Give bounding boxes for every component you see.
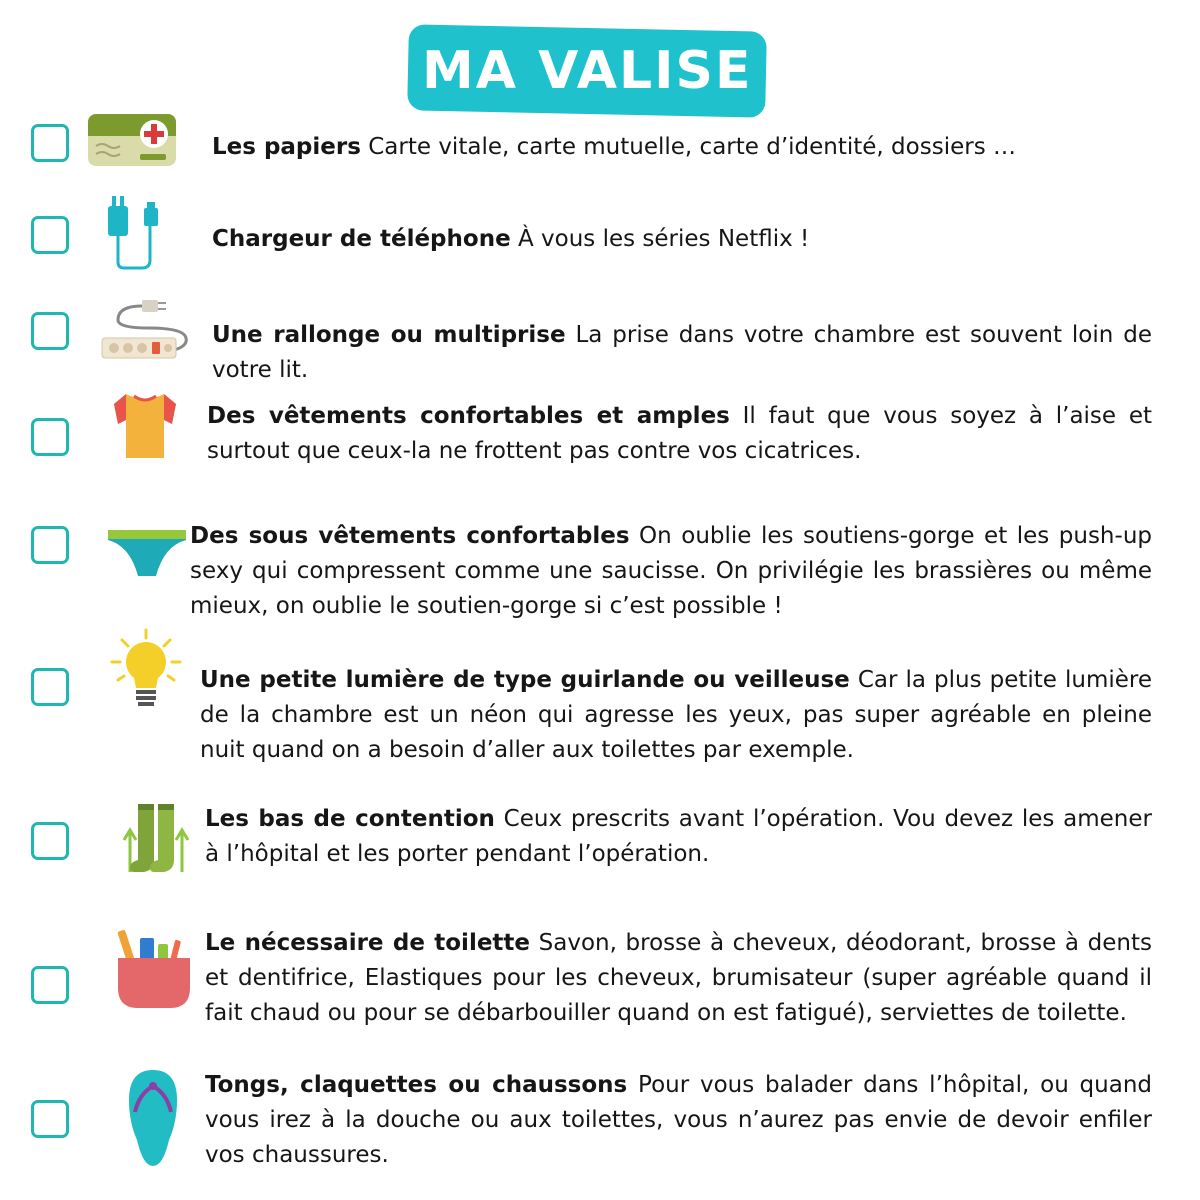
item-description: À vous les séries Netflix !	[517, 226, 810, 252]
item-label: Les papiers	[212, 134, 361, 160]
checkbox-chargeur[interactable]	[31, 216, 69, 254]
item-description: Savon, brosse à cheveux, déodorant, brosse à dents et dentifrice, Elastiques pour les cheveux, brumisateur (super agréable quand il fait chaud ou pour se débarbouiller quand on est fatigué), serviettes de toilette.	[205, 930, 1152, 1026]
checkbox-rallonge[interactable]	[31, 312, 69, 350]
item-label: Le nécessaire de toilette	[205, 930, 531, 956]
item-label: Une petite lumière de type guirlande ou veilleuse	[200, 667, 850, 693]
flip-flop-icon	[126, 1066, 180, 1170]
item-vetements	[207, 399, 1152, 469]
health-card-icon	[86, 110, 178, 170]
item-description: Il faut que vous soyez à l’aise et surtout que ceux-la ne frottent pas contre vos cicatrices.	[207, 403, 1152, 464]
item-description: Carte vitale, carte mutuelle, carte d’identité, dossiers …	[368, 134, 1016, 160]
item-lumiere	[200, 663, 1152, 768]
phone-charger-icon	[106, 192, 166, 272]
item-toilette	[205, 926, 1152, 1031]
light-bulb-icon	[108, 628, 184, 712]
item-chargeur	[212, 222, 1152, 257]
checkbox-vetements[interactable]	[31, 418, 69, 456]
page-title: MA VALISE	[421, 40, 753, 101]
item-rallonge	[212, 318, 1152, 388]
checkbox-tongs[interactable]	[31, 1100, 69, 1138]
item-label: Chargeur de téléphone	[212, 226, 511, 252]
underwear-icon	[106, 526, 188, 582]
item-description: Car la plus petite lumière de la chambre est un néon qui agresse les yeux, pas super agréable en pleine nuit quand on a besoin d’aller aux toilettes par exemple.	[200, 667, 1153, 763]
item-label: Une rallonge ou multiprise	[212, 322, 566, 348]
compression-stockings-icon	[114, 800, 198, 880]
checkbox-sous-vetements[interactable]	[31, 526, 69, 564]
item-description: Pour vous balader dans l’hôpital, ou quand vous irez à la douche ou aux toilettes, vous n’aurez pas envie de devoir enfiler vos chaussures.	[205, 1072, 1152, 1168]
tshirt-icon	[112, 390, 178, 460]
checkbox-bas-contention[interactable]	[31, 822, 69, 860]
toiletry-bag-icon	[114, 926, 194, 1012]
item-description: Ceux prescrits avant l’opération. Vou devez les amener à l’hôpital et les porter pendant l’opération.	[205, 806, 1152, 867]
item-bas-contention	[205, 802, 1152, 872]
item-label: Des vêtements confortables et amples	[207, 403, 730, 429]
item-description: On oublie les soutiens-gorge et les push-up sexy qui compressent comme une saucisse. On privilégie les brassières ou même mieux, on oublie le soutien-gorge si c’est possible !	[190, 523, 1152, 619]
item-label: Des sous vêtements confortables	[190, 523, 630, 549]
power-strip-icon	[100, 294, 192, 360]
checkbox-lumiere[interactable]	[31, 668, 69, 706]
item-papiers	[212, 130, 1152, 165]
checkbox-toilette[interactable]	[31, 966, 69, 1004]
title-badge	[407, 24, 767, 117]
item-sous-vetements	[190, 519, 1152, 624]
item-tongs	[205, 1068, 1152, 1173]
item-label: Tongs, claquettes ou chaussons	[205, 1072, 628, 1098]
item-description: La prise dans votre chambre est souvent loin de votre lit.	[212, 322, 1152, 383]
checkbox-papiers[interactable]	[31, 124, 69, 162]
item-label: Les bas de contention	[205, 806, 495, 832]
